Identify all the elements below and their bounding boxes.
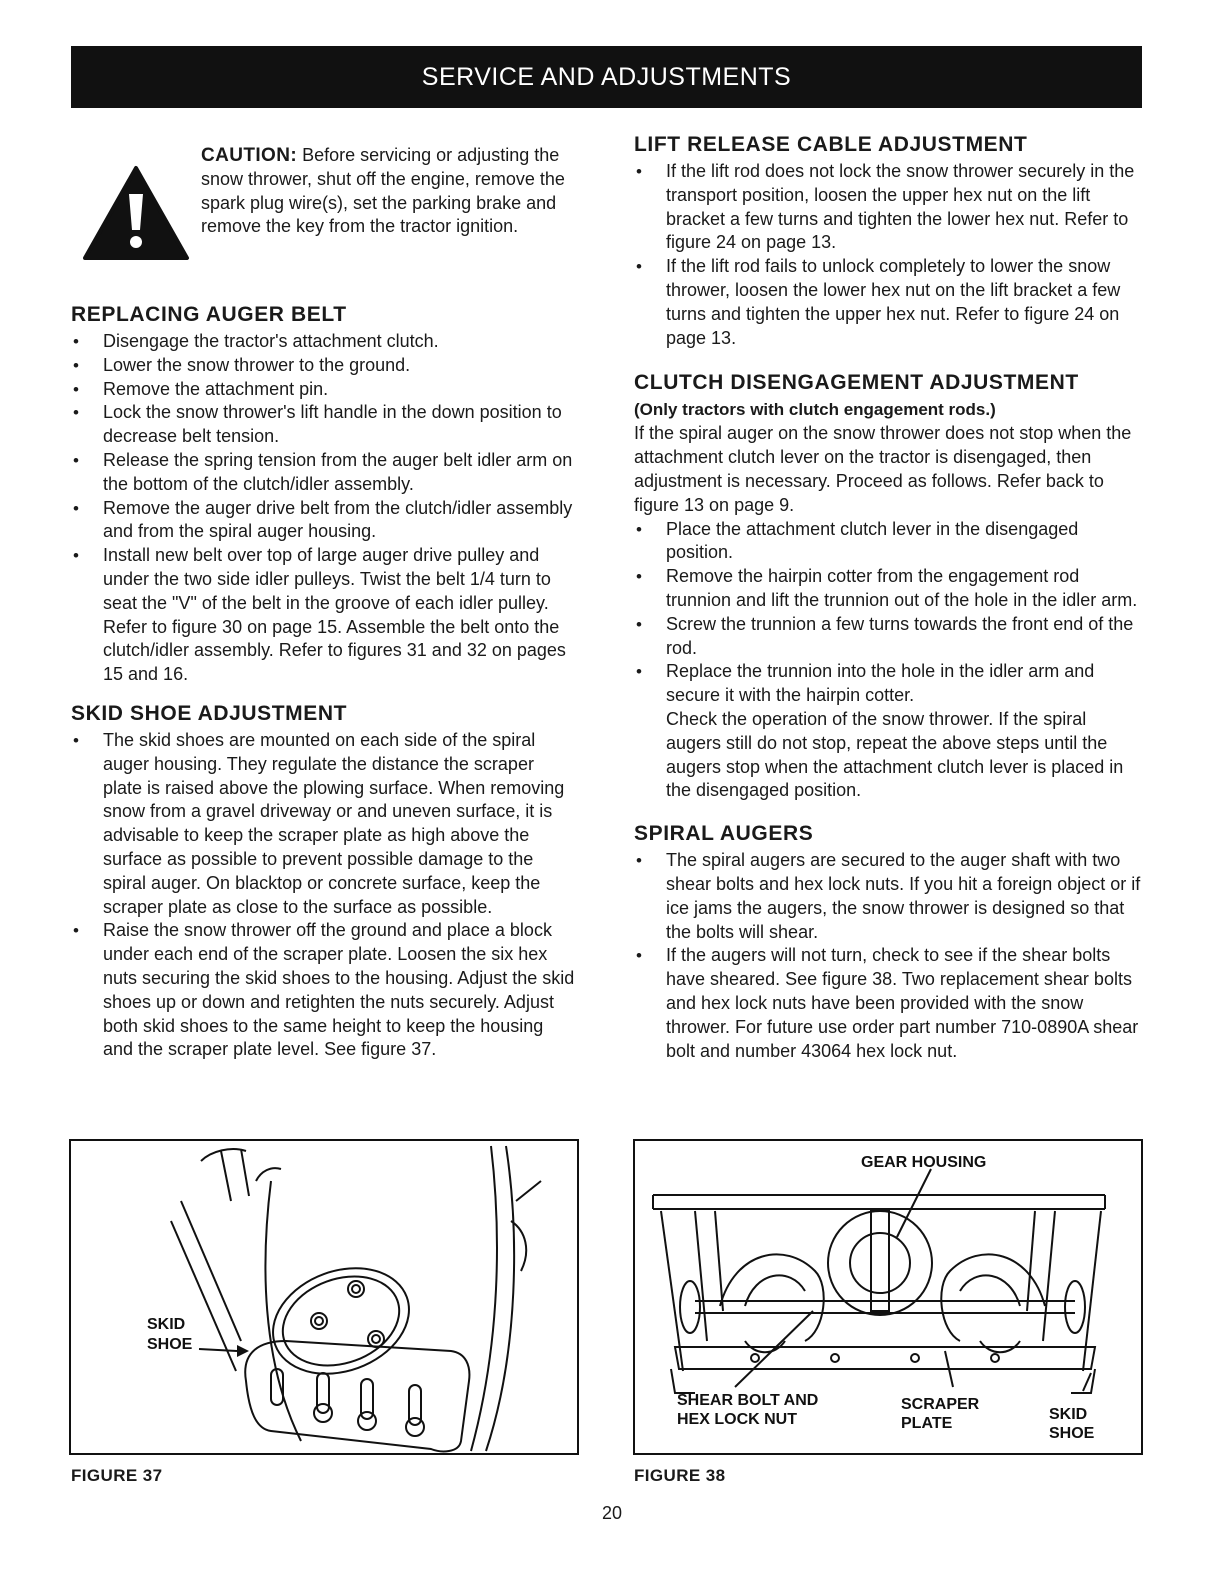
skid-shoe-section [71,701,577,1062]
clutch-disengagement-heading: CLUTCH DISENGAGEMENT ADJUSTMENT [634,371,1079,395]
clutch-disengagement-section [634,370,1146,803]
list-item: • If the augers will not turn, check to see if the shear bolts have sheared. See figure 38. Two replacement shear bolts and hex lock nuts have been provided with the snow thrower. For future use order part number 710-0890A shear bolt and number 43064 hex lock nut. [634,944,1146,1063]
list-item: • Lock the snow thrower's lift handle in the down position to decrease belt tension. [71,401,577,449]
fig38-label-shear-line2: HEX LOCK NUT [677,1411,797,1428]
figure-37-box [69,1139,579,1455]
clutch-disengagement-subheading: (Only tractors with clutch engagement rods.) [634,400,996,420]
list-item: • Install new belt over top of large auger drive pulley and under the two side idler pulleys. Twist the belt 1/4 turn to seat the "V" of the belt in the groove of each idler pulley. Refer to figure 30 on page 15. Assemble the belt onto the clutch/idler assembly. Refer to figures 31 and 32 on pages 15 and 16. [71,544,577,687]
fig38-label-gear-housing: GEAR HOUSING [861,1154,987,1171]
list-item: • If the lift rod does not lock the snow thrower securely in the transport position, loosen the upper hex nut on the lift bracket a few turns and tighten the lower hex nut. Refer to figure 24 on page 13. [634,160,1146,255]
list-item: • The spiral augers are secured to the auger shaft with two shear bolts and hex lock nuts. If you hit a foreign object or if ice jams the augers, the snow thrower is designed so that the bolts will shear. [634,849,1146,944]
clutch-disengagement-closing: Check the operation of the snow thrower. If the spiral augers still do not stop, repeat the above steps until the augers stop when the attachment clutch lever is placed in the disengaged position. [666,708,1124,801]
figure-38-caption: FIGURE 38 [634,1466,726,1485]
fig38-label-skid-line1: SKID [1049,1406,1088,1423]
replacing-auger-belt-heading: REPLACING AUGER BELT [71,303,347,326]
warning-triangle-icon [81,164,191,262]
figure-37-caption: FIGURE 37 [71,1466,163,1485]
replacing-auger-belt-list [71,330,577,687]
list-item: • Remove the auger drive belt from the clutch/idler assembly and from the spiral auger housing. [71,497,577,545]
lift-release-section [634,132,1146,350]
list-item: • The skid shoes are mounted on each side of the spiral auger housing. They regulate the distance the scraper plate is raised above the plowing surface. When removing snow from a gravel driveway or and uneven surface, it is advisable to keep the scraper plate as high above the surface as possible to prevent possible damage to the spiral auger. On blacktop or concrete surface, keep the scraper plate as close to the surface as possible. [71,729,577,919]
left-column [71,128,577,1062]
list-item: • Lower the snow thrower to the ground. [71,354,577,378]
caution-box [71,144,577,292]
fig38-label-skid-line2: SHOE [1049,1425,1095,1442]
page-title: SERVICE AND ADJUSTMENTS [421,63,792,91]
list-item: • Remove the attachment pin. [71,378,577,402]
fig37-label-shoe: SHOE [147,1336,193,1353]
lift-release-list [634,160,1146,350]
fig38-label-scraper-line2: PLATE [901,1415,953,1432]
list-item: • Remove the hairpin cotter from the engagement rod trunnion and lift the trunnion out of the hole in the idler arm. [634,565,1146,613]
caution-body: Before servicing or adjusting the snow thrower, shut off the engine, remove the spark plug wire(s), set the parking brake and remove the key from the tractor ignition. [201,145,565,237]
skid-shoe-heading: SKID SHOE ADJUSTMENT [71,701,348,725]
right-column [634,128,1146,1063]
page-number: 20 [601,1503,623,1523]
list-item: • Screw the trunnion a few turns towards the front end of the rod. [634,613,1146,661]
list-item: • Raise the snow thrower off the ground and place a block under each end of the scraper plate. Loosen the six hex nuts securing the skid shoes to the housing. Adjust the skid shoes up or down and retighten the nuts securely. Adjust both skid shoes to the same height to keep the housing and the scraper plate level. See figure 37. [71,919,577,1062]
fig38-label-shear-line1: SHEAR BOLT AND [677,1392,819,1409]
list-item: • Disengage the tractor's attachment clutch. [71,330,577,354]
list-item: • If the lift rod fails to unlock completely to lower the snow thrower, loosen the lower hex nut on the lift bracket a few turns and tighten the upper hex nut. Refer to figure 24 on page 13. [634,255,1146,350]
caution-text [201,144,591,239]
list-item: • Release the spring tension from the auger belt idler arm on the bottom of the clutch/idler assembly. [71,449,577,497]
spiral-augers-section [634,821,1146,1063]
list-item: • Replace the trunnion into the hole in the idler arm and secure it with the hairpin cotter. [634,660,1146,708]
clutch-disengagement-intro: If the spiral auger on the snow thrower does not stop when the attachment clutch lever on the tractor is disengaged, then adjustment is necessary. Proceed as follows. Refer back to figure 13 on page 9. [634,423,1132,515]
skid-shoe-list [71,729,577,1062]
page-header-banner [71,46,1142,108]
clutch-disengagement-list [634,518,1146,708]
fig38-label-scraper-line1: SCRAPER [901,1396,980,1413]
spiral-augers-heading: SPIRAL AUGERS [634,822,814,846]
list-item: • Place the attachment clutch lever in the disengaged position. [634,518,1146,566]
skid-shoe-illustration [71,1141,577,1453]
lift-release-heading: LIFT RELEASE CABLE ADJUSTMENT [634,133,1028,156]
replacing-auger-belt-section [71,302,577,687]
caution-label: CAUTION: [201,145,298,166]
spiral-augers-list [634,849,1146,1063]
figure-38-box [633,1139,1143,1455]
fig37-label-skid: SKID [147,1316,186,1333]
